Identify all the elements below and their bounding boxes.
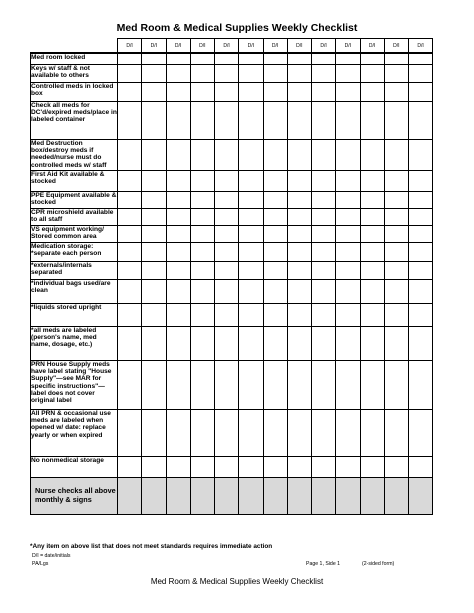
check-cell[interactable] [190,261,214,279]
check-cell[interactable] [118,360,142,409]
check-cell[interactable] [118,242,142,261]
check-cell[interactable] [118,326,142,360]
check-cell[interactable] [336,360,360,409]
check-cell[interactable] [384,409,408,456]
check-cell[interactable] [263,360,287,409]
check-cell[interactable] [190,82,214,101]
column-header: D/I [239,39,263,54]
check-cell[interactable] [215,242,239,261]
checklist-row [31,303,433,326]
check-cell[interactable] [166,170,190,191]
check-cell[interactable] [336,101,360,139]
checklist-row [31,82,433,101]
page-title: Med Room & Medical Supplies Weekly Checklist [116,22,358,34]
check-cell[interactable] [118,101,142,139]
column-header: D/I [215,39,239,54]
column-header: D/I [287,39,311,54]
check-cell[interactable] [336,409,360,456]
check-cell[interactable] [336,303,360,326]
check-cell[interactable] [118,139,142,170]
check-cell[interactable] [166,261,190,279]
check-cell[interactable] [239,101,263,139]
check-cell[interactable] [384,170,408,191]
check-cell[interactable] [287,360,311,409]
check-cell[interactable] [287,191,311,208]
check-cell[interactable] [263,477,287,514]
check-cell[interactable] [263,82,287,101]
check-cell[interactable] [190,303,214,326]
check-cell[interactable] [360,261,384,279]
check-cell[interactable] [263,139,287,170]
check-cell[interactable] [118,303,142,326]
item-label: Controlled meds in locked box [31,82,118,101]
check-cell[interactable] [360,82,384,101]
check-cell[interactable] [312,261,336,279]
check-cell[interactable] [336,456,360,477]
check-cell[interactable] [336,242,360,261]
check-cell[interactable] [118,456,142,477]
column-header: D/I [166,39,190,54]
check-cell[interactable] [239,170,263,191]
checklist-row [31,139,433,170]
check-cell[interactable] [118,82,142,101]
check-cell[interactable] [312,139,336,170]
check-cell[interactable] [118,53,142,64]
check-cell[interactable] [166,101,190,139]
check-cell[interactable] [312,53,336,64]
check-cell[interactable] [142,279,166,303]
check-cell[interactable] [263,225,287,242]
column-header: D/I [384,39,408,54]
item-label: *individual bags used/are clean [31,279,118,303]
check-cell[interactable] [384,64,408,82]
check-cell[interactable] [287,261,311,279]
check-cell[interactable] [360,456,384,477]
check-cell[interactable] [263,279,287,303]
check-cell[interactable] [409,208,433,225]
check-cell[interactable] [360,101,384,139]
column-header: D/I [190,39,214,54]
check-cell[interactable] [312,191,336,208]
column-header: D/I [263,39,287,54]
check-cell[interactable] [384,279,408,303]
check-cell[interactable] [142,477,166,514]
check-cell[interactable] [239,409,263,456]
check-cell[interactable] [190,242,214,261]
check-cell[interactable] [142,242,166,261]
check-cell[interactable] [190,360,214,409]
item-label: PRN House Supply meds have label stating "House Supply"—see MAR for specific instructions"—label does not cover original label [31,360,118,409]
check-cell[interactable] [190,225,214,242]
item-label: *externals/internals separated [31,261,118,279]
footer-title: Med Room & Medical Supplies Weekly Checklist [150,577,324,586]
check-cell[interactable] [118,170,142,191]
check-cell[interactable] [263,456,287,477]
checklist-row [31,242,433,261]
check-cell[interactable] [215,208,239,225]
check-cell[interactable] [166,456,190,477]
check-cell[interactable] [239,279,263,303]
check-cell[interactable] [287,101,311,139]
check-cell[interactable] [312,303,336,326]
checklist-row [31,326,433,360]
check-cell[interactable] [215,64,239,82]
column-header: D/I [118,39,142,54]
checklist-row [31,279,433,303]
column-header: D/I [360,39,384,54]
check-cell[interactable] [336,191,360,208]
checklist-row [31,64,433,82]
check-cell[interactable] [118,409,142,456]
check-cell[interactable] [142,326,166,360]
check-cell[interactable] [409,64,433,82]
check-cell[interactable] [384,456,408,477]
check-cell[interactable] [263,64,287,82]
check-cell[interactable] [312,170,336,191]
check-cell[interactable] [263,170,287,191]
checklist-row [31,101,433,139]
check-cell[interactable] [239,139,263,170]
check-cell[interactable] [312,326,336,360]
check-cell[interactable] [312,242,336,261]
check-cell[interactable] [409,477,433,514]
item-label: No nonmedical storage [31,456,118,477]
item-label: PPE Equipment available & stocked [31,191,118,208]
check-cell[interactable] [360,64,384,82]
item-label: Med Destruction box/destroy meds if needed/nurse must do controlled meds w/ staff [31,139,118,170]
check-cell[interactable] [215,326,239,360]
checklist-row [31,360,433,409]
check-cell[interactable] [239,456,263,477]
check-cell[interactable] [215,170,239,191]
check-cell[interactable] [142,64,166,82]
check-cell[interactable] [166,225,190,242]
check-cell[interactable] [312,279,336,303]
check-cell[interactable] [384,477,408,514]
check-cell[interactable] [190,101,214,139]
check-cell[interactable] [336,326,360,360]
checklist-row [31,225,433,242]
item-label: Nurse checks all above monthly & signs [31,477,118,514]
check-cell[interactable] [239,53,263,64]
check-cell[interactable] [312,64,336,82]
checklist-row [31,170,433,191]
check-cell[interactable] [239,360,263,409]
checklist-row [31,261,433,279]
check-cell[interactable] [190,477,214,514]
check-cell[interactable] [384,139,408,170]
form-note: (2-sided form) [362,561,395,567]
check-cell[interactable] [263,208,287,225]
check-cell[interactable] [190,279,214,303]
item-label: VS equipment working/ Stored common area [31,225,118,242]
check-cell[interactable] [166,326,190,360]
checklist-row [31,208,433,225]
check-cell[interactable] [384,53,408,64]
check-cell[interactable] [142,225,166,242]
check-cell[interactable] [166,53,190,64]
item-label: *liquids stored upright [31,303,118,326]
check-cell[interactable] [166,303,190,326]
header-corner [31,39,118,54]
initials-note: PA/Lgs [32,561,49,567]
check-cell[interactable] [336,477,360,514]
check-cell[interactable] [190,53,214,64]
check-cell[interactable] [190,409,214,456]
check-cell[interactable] [215,101,239,139]
check-cell[interactable] [166,191,190,208]
check-cell[interactable] [384,242,408,261]
check-cell[interactable] [360,279,384,303]
check-cell[interactable] [287,326,311,360]
check-cell[interactable] [142,170,166,191]
check-cell[interactable] [118,225,142,242]
check-cell[interactable] [239,225,263,242]
check-cell[interactable] [409,53,433,64]
item-label: Keys w/ staff & not available to others [31,64,118,82]
check-cell[interactable] [287,170,311,191]
check-cell[interactable] [360,139,384,170]
checklist-row [31,409,433,456]
check-cell[interactable] [142,409,166,456]
check-cell[interactable] [384,82,408,101]
column-header: D/I [336,39,360,54]
checklist-table [30,38,433,515]
check-cell[interactable] [336,208,360,225]
check-cell[interactable] [360,170,384,191]
check-cell[interactable] [287,64,311,82]
check-cell[interactable] [360,208,384,225]
column-header: D/I [312,39,336,54]
check-cell[interactable] [190,139,214,170]
check-cell[interactable] [336,279,360,303]
check-cell[interactable] [239,208,263,225]
check-cell[interactable] [384,225,408,242]
check-cell[interactable] [384,303,408,326]
check-cell[interactable] [239,261,263,279]
check-cell[interactable] [287,53,311,64]
check-cell[interactable] [409,360,433,409]
checklist-row [31,53,433,64]
check-cell[interactable] [166,139,190,170]
check-cell[interactable] [409,303,433,326]
check-cell[interactable] [239,82,263,101]
check-cell[interactable] [215,261,239,279]
check-cell[interactable] [166,477,190,514]
check-cell[interactable] [142,261,166,279]
check-cell[interactable] [384,360,408,409]
check-cell[interactable] [142,82,166,101]
check-cell[interactable] [409,191,433,208]
check-cell[interactable] [409,279,433,303]
check-cell[interactable] [287,279,311,303]
check-cell[interactable] [190,191,214,208]
check-cell[interactable] [409,326,433,360]
check-cell[interactable] [263,101,287,139]
check-cell[interactable] [360,326,384,360]
check-cell[interactable] [287,409,311,456]
item-label: First Aid Kit available & stocked [31,170,118,191]
checklist-row [31,456,433,477]
item-label: Med room locked [31,53,118,64]
check-cell[interactable] [215,409,239,456]
check-cell[interactable] [384,326,408,360]
check-cell[interactable] [409,139,433,170]
check-cell[interactable] [142,360,166,409]
check-cell[interactable] [336,82,360,101]
check-cell[interactable] [287,303,311,326]
check-cell[interactable] [287,477,311,514]
check-cell[interactable] [312,456,336,477]
check-cell[interactable] [409,101,433,139]
check-cell[interactable] [360,477,384,514]
check-cell[interactable] [215,191,239,208]
check-cell[interactable] [360,242,384,261]
check-cell[interactable] [312,82,336,101]
check-cell[interactable] [166,208,190,225]
check-cell[interactable] [215,360,239,409]
check-cell[interactable] [166,409,190,456]
check-cell[interactable] [118,208,142,225]
checklist-row [31,191,433,208]
check-cell[interactable] [384,208,408,225]
check-cell[interactable] [142,456,166,477]
check-cell[interactable] [360,303,384,326]
check-cell[interactable] [263,261,287,279]
check-cell[interactable] [287,456,311,477]
check-cell[interactable] [142,303,166,326]
header-row [31,39,433,54]
check-cell[interactable] [215,279,239,303]
check-cell[interactable] [312,225,336,242]
legend-note: D/I = date/initials [32,553,71,559]
check-cell[interactable] [336,225,360,242]
check-cell[interactable] [336,53,360,64]
check-cell[interactable] [215,456,239,477]
check-cell[interactable] [312,360,336,409]
check-cell[interactable] [384,101,408,139]
check-cell[interactable] [118,477,142,514]
check-cell[interactable] [409,409,433,456]
check-cell[interactable] [118,64,142,82]
check-cell[interactable] [190,456,214,477]
check-cell[interactable] [409,170,433,191]
check-cell[interactable] [166,279,190,303]
check-cell[interactable] [215,139,239,170]
page-number: Page 1, Side 1 [306,561,341,567]
check-cell[interactable] [287,242,311,261]
check-cell[interactable] [409,242,433,261]
check-cell[interactable] [190,208,214,225]
check-cell[interactable] [239,477,263,514]
check-cell[interactable] [190,170,214,191]
check-cell[interactable] [312,477,336,514]
check-cell[interactable] [239,303,263,326]
check-cell[interactable] [239,242,263,261]
column-header: D/I [142,39,166,54]
check-cell[interactable] [409,456,433,477]
check-cell[interactable] [239,191,263,208]
footnote: *Any item on above list that does not meet standards requires immediate action [30,543,273,550]
check-cell[interactable] [263,242,287,261]
check-cell[interactable] [360,225,384,242]
check-cell[interactable] [263,191,287,208]
check-cell[interactable] [118,191,142,208]
check-cell[interactable] [360,53,384,64]
check-cell[interactable] [384,261,408,279]
check-cell[interactable] [336,170,360,191]
check-cell[interactable] [215,303,239,326]
check-cell[interactable] [215,82,239,101]
check-cell[interactable] [336,261,360,279]
item-label: All PRN & occasional use meds are labeled when opened w/ date: replace yearly or when expired [31,409,118,456]
check-cell[interactable] [142,208,166,225]
check-cell[interactable] [360,360,384,409]
item-label: Medication storage: *separate each person [31,242,118,261]
check-cell[interactable] [142,139,166,170]
check-cell[interactable] [409,225,433,242]
check-cell[interactable] [190,326,214,360]
check-cell[interactable] [409,261,433,279]
check-cell[interactable] [312,101,336,139]
check-cell[interactable] [312,208,336,225]
check-cell[interactable] [312,409,336,456]
check-cell[interactable] [384,191,408,208]
check-cell[interactable] [336,139,360,170]
check-cell[interactable] [142,191,166,208]
check-cell[interactable] [118,261,142,279]
check-cell[interactable] [360,409,384,456]
check-cell[interactable] [239,326,263,360]
check-cell[interactable] [166,360,190,409]
check-cell[interactable] [166,82,190,101]
checklist-row [31,477,433,514]
check-cell[interactable] [287,139,311,170]
check-cell[interactable] [287,225,311,242]
check-cell[interactable] [190,64,214,82]
check-cell[interactable] [336,64,360,82]
check-cell[interactable] [263,409,287,456]
check-cell[interactable] [215,477,239,514]
check-cell[interactable] [142,101,166,139]
check-cell[interactable] [263,53,287,64]
check-cell[interactable] [142,53,166,64]
check-cell[interactable] [215,225,239,242]
check-cell[interactable] [215,53,239,64]
check-cell[interactable] [409,82,433,101]
item-label: CPR microshield available to all staff [31,208,118,225]
check-cell[interactable] [287,208,311,225]
check-cell[interactable] [166,242,190,261]
check-cell[interactable] [263,326,287,360]
check-cell[interactable] [287,82,311,101]
column-header: D/I [409,39,433,54]
check-cell[interactable] [166,64,190,82]
check-cell[interactable] [360,191,384,208]
check-cell[interactable] [118,279,142,303]
item-label: Check all meds for DC'd/expired meds/place in labeled container [31,101,118,139]
item-label: *all meds are labeled (person's name, med name, dosage, etc.) [31,326,118,360]
check-cell[interactable] [263,303,287,326]
check-cell[interactable] [239,64,263,82]
